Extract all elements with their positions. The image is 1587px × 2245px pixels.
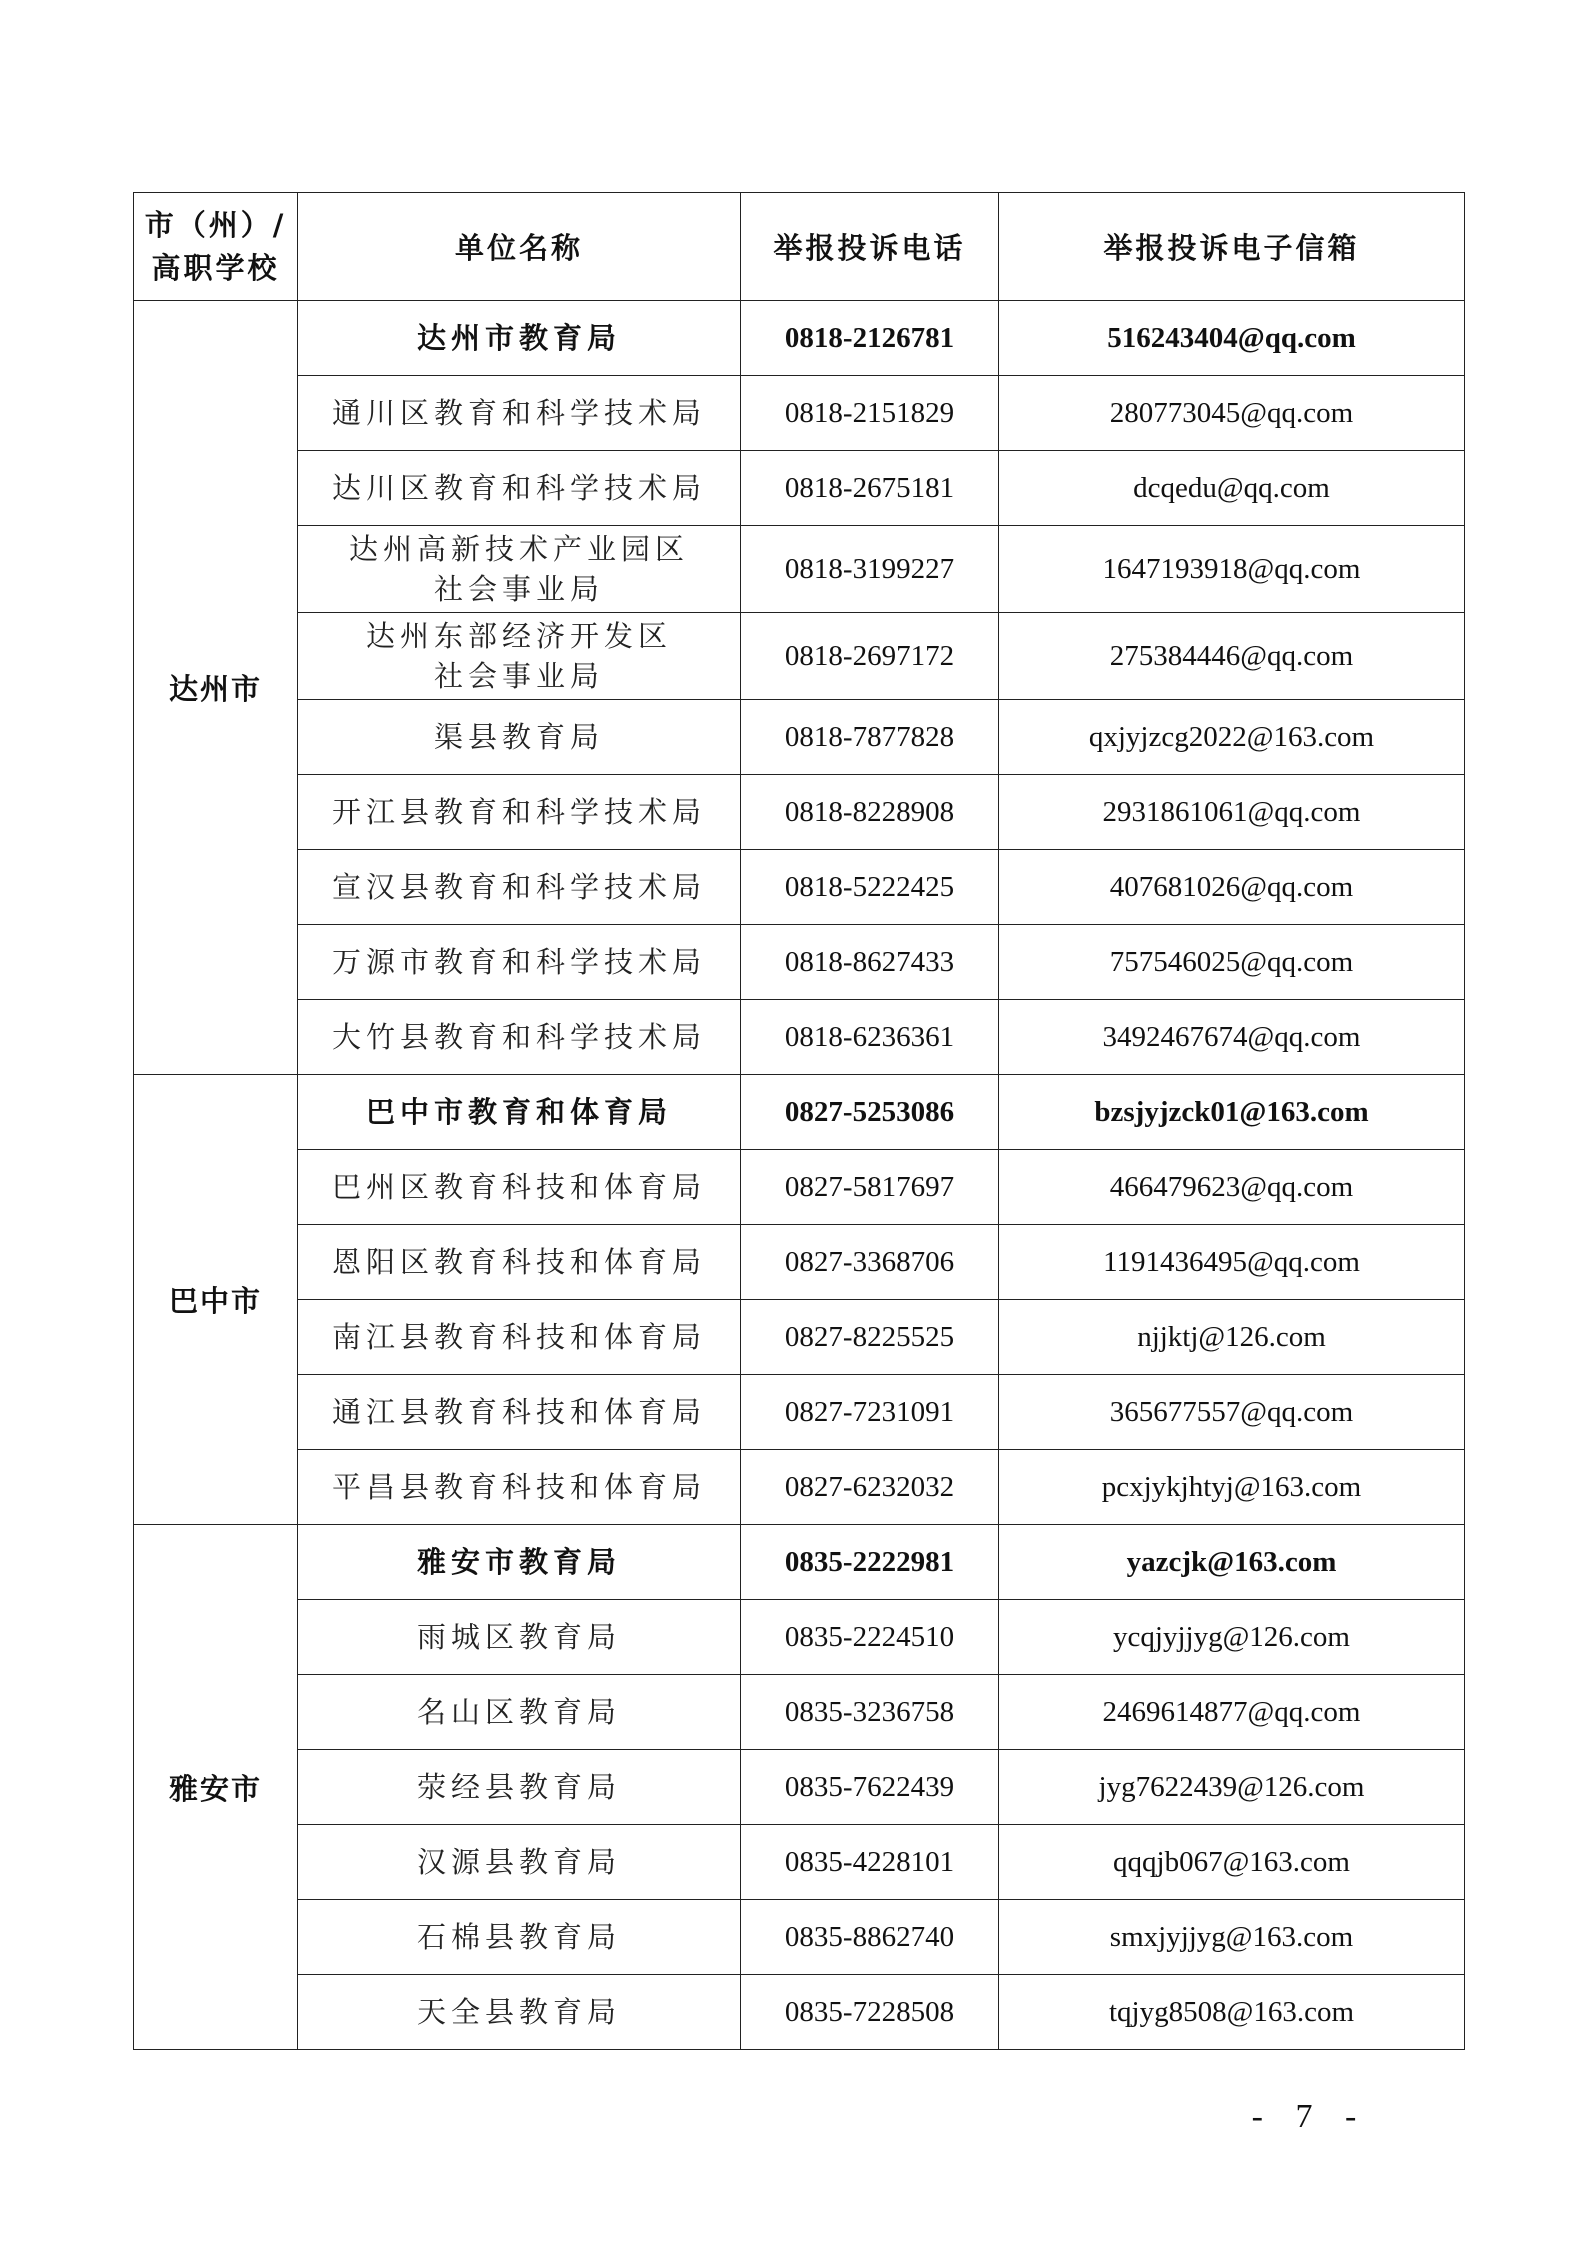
unit-name-line: 达州市教育局 xyxy=(416,321,621,355)
table-row xyxy=(134,700,1465,775)
email-cell: tqjyg8508@163.com xyxy=(999,1975,1465,2050)
table-row xyxy=(134,1900,1465,1975)
unit-name-line: 达川区教育和科学技术局 xyxy=(331,471,706,505)
table-row xyxy=(134,526,1465,613)
phone-cell: 0827-7231091 xyxy=(741,1375,999,1450)
email-cell: bzsjyjzck01@163.com xyxy=(999,1075,1465,1150)
table-row xyxy=(134,850,1465,925)
header-region: 市（州）/ 高职学校 xyxy=(134,193,298,301)
region-cell: 达州市 xyxy=(134,301,298,1075)
unit-name-cell xyxy=(298,700,741,775)
table-header-row xyxy=(134,193,1465,301)
unit-name-line: 通川区教育和科学技术局 xyxy=(331,396,706,430)
unit-name-line: 南江县教育科技和体育局 xyxy=(331,1320,706,1354)
unit-name-line: 汉源县教育局 xyxy=(416,1845,621,1879)
phone-cell: 0827-8225525 xyxy=(741,1300,999,1375)
table-row xyxy=(134,775,1465,850)
phone-cell: 0835-7622439 xyxy=(741,1750,999,1825)
region-cell: 雅安市 xyxy=(134,1525,298,2050)
header-unit: 单位名称 xyxy=(298,193,741,301)
email-cell: 3492467674@qq.com xyxy=(999,1000,1465,1075)
table-body xyxy=(134,301,1465,2050)
unit-name-line: 宣汉县教育和科学技术局 xyxy=(331,870,706,904)
unit-name-cell xyxy=(298,1375,741,1450)
unit-name-line: 万源市教育和科学技术局 xyxy=(331,945,706,979)
unit-name-cell xyxy=(298,526,741,613)
unit-name-cell xyxy=(298,1075,741,1150)
unit-name-line: 平昌县教育科技和体育局 xyxy=(331,1470,706,1504)
unit-name-line: 渠县教育局 xyxy=(433,720,604,754)
phone-cell: 0818-2151829 xyxy=(741,376,999,451)
email-cell: 365677557@qq.com xyxy=(999,1375,1465,1450)
table-row xyxy=(134,925,1465,1000)
phone-cell: 0818-8627433 xyxy=(741,925,999,1000)
email-cell: 516243404@qq.com xyxy=(999,301,1465,376)
unit-name-cell xyxy=(298,1300,741,1375)
phone-cell: 0818-5222425 xyxy=(741,850,999,925)
table-row xyxy=(134,1825,1465,1900)
unit-name-line: 名山区教育局 xyxy=(416,1695,621,1729)
phone-cell: 0827-3368706 xyxy=(741,1225,999,1300)
email-cell: dcqedu@qq.com xyxy=(999,451,1465,526)
unit-name-cell xyxy=(298,1525,741,1600)
unit-name-line: 大竹县教育和科学技术局 xyxy=(331,1020,706,1054)
phone-cell: 0835-8862740 xyxy=(741,1900,999,1975)
unit-name-cell xyxy=(298,451,741,526)
region-cell: 巴中市 xyxy=(134,1075,298,1525)
unit-name-cell xyxy=(298,613,741,700)
unit-name-line: 社会事业局 xyxy=(433,572,604,606)
phone-cell: 0818-6236361 xyxy=(741,1000,999,1075)
unit-name-cell xyxy=(298,1600,741,1675)
email-cell: 1191436495@qq.com xyxy=(999,1225,1465,1300)
phone-cell: 0835-2224510 xyxy=(741,1600,999,1675)
unit-name-line: 天全县教育局 xyxy=(416,1995,621,2029)
email-cell: 407681026@qq.com xyxy=(999,850,1465,925)
phone-cell: 0835-7228508 xyxy=(741,1975,999,2050)
table-row xyxy=(134,1600,1465,1675)
email-cell: 280773045@qq.com xyxy=(999,376,1465,451)
phone-cell: 0818-2675181 xyxy=(741,451,999,526)
table-row xyxy=(134,1375,1465,1450)
email-cell: 1647193918@qq.com xyxy=(999,526,1465,613)
unit-name-cell xyxy=(298,1450,741,1525)
phone-cell: 0827-6232032 xyxy=(741,1450,999,1525)
unit-name-cell xyxy=(298,850,741,925)
table-row xyxy=(134,1000,1465,1075)
phone-cell: 0835-2222981 xyxy=(741,1525,999,1600)
email-cell: 2931861061@qq.com xyxy=(999,775,1465,850)
unit-name-line: 达州东部经济开发区 xyxy=(365,619,672,653)
unit-name-cell xyxy=(298,775,741,850)
table-row xyxy=(134,1225,1465,1300)
unit-name-cell xyxy=(298,1750,741,1825)
phone-cell: 0818-7877828 xyxy=(741,700,999,775)
table-row xyxy=(134,1525,1465,1600)
email-cell: jyg7622439@126.com xyxy=(999,1750,1465,1825)
phone-cell: 0818-2126781 xyxy=(741,301,999,376)
email-cell: yazcjk@163.com xyxy=(999,1525,1465,1600)
email-cell: 2469614877@qq.com xyxy=(999,1675,1465,1750)
table-row xyxy=(134,301,1465,376)
phone-cell: 0827-5817697 xyxy=(741,1150,999,1225)
phone-cell: 0835-4228101 xyxy=(741,1825,999,1900)
unit-name-cell xyxy=(298,1825,741,1900)
unit-name-cell xyxy=(298,925,741,1000)
page-number: - 7 - xyxy=(1251,2098,1369,2135)
unit-name-cell xyxy=(298,1000,741,1075)
phone-cell: 0827-5253086 xyxy=(741,1075,999,1150)
email-cell: qqqjb067@163.com xyxy=(999,1825,1465,1900)
table-row xyxy=(134,613,1465,700)
phone-cell: 0818-8228908 xyxy=(741,775,999,850)
email-cell: ycqjyjjyg@126.com xyxy=(999,1600,1465,1675)
unit-name-cell xyxy=(298,1675,741,1750)
unit-name-cell xyxy=(298,1225,741,1300)
unit-name-line: 荥经县教育局 xyxy=(416,1770,621,1804)
unit-name-line: 雨城区教育局 xyxy=(416,1620,621,1654)
phone-cell: 0818-3199227 xyxy=(741,526,999,613)
table-row xyxy=(134,1300,1465,1375)
unit-name-cell xyxy=(298,376,741,451)
email-cell: pcxjykjhtyj@163.com xyxy=(999,1450,1465,1525)
table-row xyxy=(134,1975,1465,2050)
unit-name-line: 巴中市教育和体育局 xyxy=(365,1095,672,1129)
email-cell: qxjyjzcg2022@163.com xyxy=(999,700,1465,775)
phone-cell: 0818-2697172 xyxy=(741,613,999,700)
phone-cell: 0835-3236758 xyxy=(741,1675,999,1750)
header-phone: 举报投诉电话 xyxy=(741,193,999,301)
table-row xyxy=(134,376,1465,451)
table-row xyxy=(134,1450,1465,1525)
unit-name-cell xyxy=(298,1975,741,2050)
table-row xyxy=(134,1750,1465,1825)
email-cell: njjktj@126.com xyxy=(999,1300,1465,1375)
unit-name-line: 恩阳区教育科技和体育局 xyxy=(331,1245,706,1279)
unit-name-line: 雅安市教育局 xyxy=(416,1545,621,1579)
header-email: 举报投诉电子信箱 xyxy=(999,193,1465,301)
unit-name-cell xyxy=(298,1900,741,1975)
unit-name-cell xyxy=(298,301,741,376)
unit-name-line: 通江县教育科技和体育局 xyxy=(331,1395,706,1429)
unit-name-line: 达州高新技术产业园区 xyxy=(348,532,689,566)
table-row xyxy=(134,1150,1465,1225)
table-row xyxy=(134,1675,1465,1750)
email-cell: 757546025@qq.com xyxy=(999,925,1465,1000)
unit-name-cell xyxy=(298,1150,741,1225)
table-row xyxy=(134,451,1465,526)
unit-name-line: 社会事业局 xyxy=(433,659,604,693)
email-cell: smxjyjjyg@163.com xyxy=(999,1900,1465,1975)
unit-name-line: 巴州区教育科技和体育局 xyxy=(331,1170,706,1204)
email-cell: 275384446@qq.com xyxy=(999,613,1465,700)
table-row xyxy=(134,1075,1465,1150)
complaint-contacts-table xyxy=(133,192,1465,2050)
unit-name-line: 开江县教育和科学技术局 xyxy=(331,795,706,829)
email-cell: 466479623@qq.com xyxy=(999,1150,1465,1225)
unit-name-line: 石棉县教育局 xyxy=(416,1920,621,1954)
